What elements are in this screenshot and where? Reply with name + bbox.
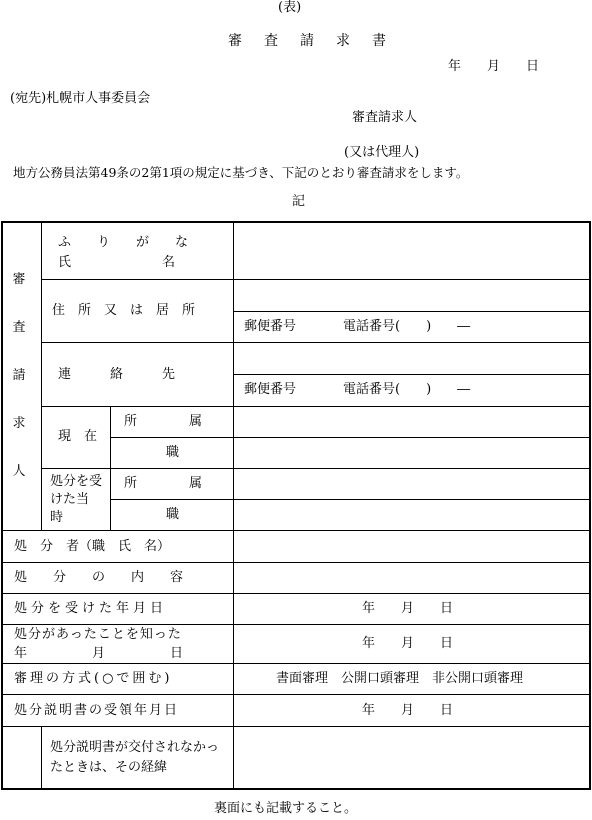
document-title: 審 査 請 求 書	[228, 33, 390, 49]
received-date-value[interactable]: 年 月 日	[362, 601, 454, 616]
knew-date-label-2: 年 月 日	[14, 646, 184, 661]
received-date-label: 処分を受けた年月日	[14, 601, 168, 616]
past-position-label: 職	[166, 507, 180, 522]
contact-field[interactable]	[234, 343, 589, 374]
explanation-date-value[interactable]: 年 月 日	[362, 703, 454, 718]
disposer-label: 処 分 者（職 氏 名）	[14, 539, 171, 554]
contact-label: 連 絡 先	[58, 367, 176, 382]
method-options[interactable]: 書面審理 公開口頭審理 非公開口頭審理	[276, 671, 524, 686]
current-dept-field[interactable]	[234, 407, 589, 437]
contact-postal-label: 郵便番号	[244, 382, 297, 397]
ki-label: 記	[292, 194, 306, 209]
date-line: 年 月 日	[448, 59, 540, 74]
addressee: (宛先)札幌市人事委員会	[10, 91, 151, 106]
past-position-field[interactable]	[234, 500, 589, 530]
name-label: 氏 名	[58, 255, 176, 270]
address-field[interactable]	[234, 280, 589, 311]
page-side-label: (表)	[278, 0, 302, 15]
explanation-date-label: 処分説明書の受領年月日	[14, 703, 180, 718]
current-position-label: 職	[166, 445, 180, 460]
legal-statement: 地方公務員法第49条の2第1項の規定に基づき、下記のとおり審査請求をします。	[13, 165, 469, 180]
content-label: 処 分 の 内 容	[14, 570, 184, 585]
address-label: 住 所 又 は 居 所	[52, 303, 196, 318]
content-field[interactable]	[234, 563, 589, 593]
past-dept-label: 所 属	[124, 476, 203, 491]
furigana-label: ふ り が な	[58, 235, 189, 250]
contact-phone-label: 電話番号( ) ―	[343, 382, 471, 397]
explanation-note-field[interactable]	[234, 727, 589, 788]
past-dept-field[interactable]	[234, 469, 589, 499]
address-phone-label: 電話番号( ) ―	[343, 319, 471, 334]
applicant-group-label: 審査請求人	[12, 272, 26, 479]
knew-date-label: 処分があったことを知った	[14, 627, 182, 642]
knew-date-value[interactable]: 年 月 日	[362, 636, 454, 651]
name-field[interactable]	[234, 223, 589, 279]
current-position-field[interactable]	[234, 438, 589, 468]
explanation-note-label: 処分説明書が交付されなかったときは、その経緯	[50, 740, 220, 775]
footer-note: 裏面にも記載すること。	[214, 801, 358, 816]
current-dept-label: 所 属	[124, 414, 203, 429]
address-postal-label: 郵便番号	[244, 319, 297, 334]
requester-label: 審査請求人	[352, 110, 418, 125]
method-label: 審理の方式(○で囲む)	[14, 671, 173, 686]
at-disposition-label: 処分を受けた当 時	[50, 474, 103, 525]
agent-label: (又は代理人)	[344, 145, 420, 160]
disposer-field[interactable]	[234, 531, 589, 562]
current-label: 現 在	[58, 429, 98, 444]
